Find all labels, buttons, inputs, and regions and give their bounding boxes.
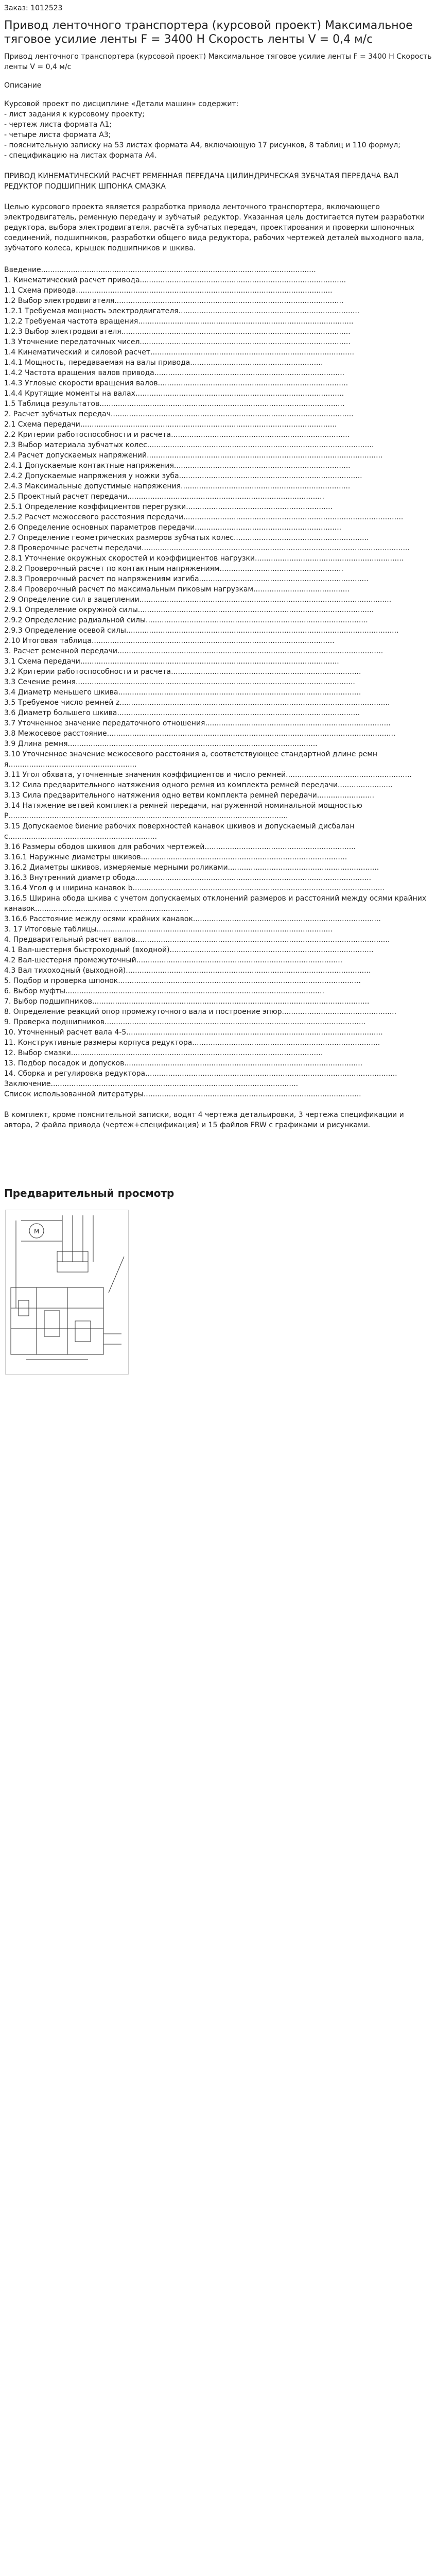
toc-entry: 2.4.2 Допускаемые напряжения у ножки зуба................................................................................ <box>4 472 362 480</box>
toc-entry: 2.4.3 Максимальные допустимые напряжения.......................................................................... <box>4 482 351 490</box>
preview-image[interactable] <box>5 1210 129 1375</box>
toc-entry: 4.2 Вал-шестерня промежуточный.......................................................................................... <box>4 956 343 964</box>
toc-entry: 8. Определение реакций опор промежуточного вала и построение эпюр.................................................. <box>4 1008 397 1016</box>
toc-entry: 2.8.2 Проверочный расчет по контактным напряжениям...................................................... <box>4 565 343 573</box>
intro-line: - пояснительную записку на 53 листах формата А4, включающую 17 рисунков, 8 таблиц и 110 формул; <box>4 141 400 149</box>
table-of-contents <box>4 265 432 1099</box>
toc-entry: 2.5 Проектный расчет передачи...................................................................................... <box>4 493 324 501</box>
toc-entry: 2.5.2 Расчет межосевого расстояния передачи................................................................................................ <box>4 513 404 521</box>
toc-entry: 1.5 Таблица результатов........................................................................................................... <box>4 400 345 408</box>
toc-entry: 2.1 Схема передачи................................................................................................................ <box>4 420 337 429</box>
toc-entry: 2.3 Выбор материала зубчатых колес................................................................................................... <box>4 441 374 449</box>
toc-entry: 4.1 Вал-шестерня быстроходный (входной)......................................................................................... <box>4 946 374 954</box>
toc-entry: 3. 17 Итоговые таблицы....................................................................................................... <box>4 925 333 934</box>
toc-entry: 14. Сборка и регулировка редуктора.............................................................................................................. <box>4 1070 397 1078</box>
toc-entry: Заключение............................................................................................................ <box>4 1080 299 1088</box>
toc-entry: 3.2 Критерии работоспособности и расчета................................................................................... <box>4 668 361 676</box>
order-number: Заказ: 1012523 <box>4 4 63 12</box>
toc-entry: 3.16 Размеры ободов шкивов для рабочих чертежей.................................................................. <box>4 843 356 851</box>
toc-entry: 1.4.1 Мощность, передаваемая на валы привода.......................................................... <box>4 359 323 367</box>
toc-entry: Список использованной литературы............................................................................................... <box>4 1090 361 1098</box>
intro-line: - спецификацию на листах формата А4. <box>4 151 157 160</box>
drive-scheme-drawing <box>6 1210 128 1374</box>
toc-entry: 1. Кинематический расчет привода.......................................................................................... <box>4 276 346 284</box>
toc-entry: 2.5.1 Определение коэффициентов перегрузки................................................................ <box>4 503 333 511</box>
toc-entry: 1.4.4 Крутящие моменты на валах........................................................................................... <box>4 389 344 398</box>
toc-entry: 4. Предварительный расчет валов............................................................................................................... <box>4 936 390 944</box>
toc-entry: 3.3 Сечение ремня.......................................................................................................................... <box>4 678 355 686</box>
intro-list <box>4 99 432 161</box>
toc-entry: 2.4.1 Допускаемые контактные напряжения............................................................................. <box>4 462 351 470</box>
toc-entry: 2.6 Определение основных параметров передачи................................................................ <box>4 523 342 532</box>
toc-entry: 3.4 Диаметр меньшего шкива.......................................................................................................... <box>4 688 361 697</box>
intro-line: - чертеж листа формата А1; <box>4 121 112 129</box>
toc-entry: 3.6 Диаметр большего шкива.......................................................................................................... <box>4 709 360 717</box>
toc-entry: 3.15 Допускаемое биение рабочих поверхностей канавок шкивов и допускаемый дисбаланс................................................................. <box>4 822 355 841</box>
toc-entry: 2.9.1 Определение окружной силы....................................................................................................... <box>4 606 374 614</box>
toc-entry: 2.9.2 Определение радиальной силы................................................................................................. <box>4 616 368 624</box>
toc-entry: 6. Выбор муфты................................................................................................................. <box>4 987 324 995</box>
toc-entry: 2.8.4 Проверочный расчет по максимальным пиковым нагрузкам.......................................... <box>4 585 350 594</box>
toc-entry: 2.8.3 Проверочный расчет по напряжениям изгиба.......................................................................... <box>4 575 369 583</box>
toc-entry: 3. Расчет ременной передачи.................................................................................................................... <box>4 647 383 655</box>
toc-entry: 11. Конструктивные размеры корпуса редуктора.................................................................................. <box>4 1039 380 1047</box>
toc-entry: 13. Подбор посадок и допусков........................................................................................................ <box>4 1059 363 1067</box>
toc-entry: 5. Подбор и проверка шпонок.......................................................................................................... <box>4 977 361 985</box>
toc-entry: 2.9.3 Определение осевой силы....................................................................................................................... <box>4 626 399 635</box>
preview-title: Предварительный просмотр <box>4 1187 175 1199</box>
toc-entry: 2.9 Определение сил в зацеплении.............................................................................................................. <box>4 596 392 604</box>
intro-line: - лист задания к курсовому проекту; <box>4 110 145 118</box>
toc-entry: 3.1 Схема передачи................................................................................................................. <box>4 657 339 666</box>
toc-entry: 3.12 Сила предварительного натяжения одного ремня из комплекта ремней передачи........................ <box>4 781 393 789</box>
goal-paragraph: Целью курсового проекта является разработка привода ленточного транспортера, включающего электродвигатель, ременную передачу и зубчатый редуктор. Указанная цель достигается путем разработки редуктора, выбора электродвигателя, расчёта зубчатых передач, проектирования и проверки шпоночных соединений, подшипников, разработки общего вида редуктора, рабочих чертежей деталей выходного вала, зубчатого колеса, крышек подшипников и шкива. <box>4 203 425 252</box>
toc-entry: 3.5 Требуемое число ремней z...................................................................................................................... <box>4 699 390 707</box>
toc-entry: 3.9 Длина ремня............................................................................................................. <box>4 740 318 748</box>
toc-entry: 3.10 Уточненное значение межосевого расстояния а, соответствующее стандартной длине ремня........................................................ <box>4 750 378 769</box>
toc-entry: 3.16.2 Диаметры шкивов, измеряемые мерными роликами.................................................................. <box>4 863 379 872</box>
closing-paragraph: В комплект, кроме пояснительной записки, водят 4 чертежа детальировки, 3 чертежа спецификации и автора, 2 файла привода (чертеж+спецификация) и 15 файлов FRW с графиками и рисунками. <box>4 1111 404 1129</box>
toc-entry: 2.10 Итоговая таблица.......................................................................................................... <box>4 637 335 645</box>
page-title: Привод ленточного транспортера (курсовой проект) Максимальное тяговое усилие ленты F = 3400 Н Скорость ленты V = 0,4 м/с <box>4 19 413 46</box>
toc-entry: 3.8 Межосевое расстояние.............................................................................................................................. <box>4 730 396 738</box>
toc-entry: 3.16.3 Внутренний диаметр обода....................................................................................................... <box>4 874 372 882</box>
toc-entry: 4.3 Вал тихоходный (выходной)........................................................................................................... <box>4 967 371 975</box>
toc-entry: 2.2 Критерии работоспособности и расчета.............................................................................. <box>4 431 350 439</box>
motor-label: М <box>34 1228 40 1235</box>
toc-entry: 3.16.6 Расстояние между осями крайних канавок.................................................................................. <box>4 915 381 923</box>
intro-line: - четыре листа формата А3; <box>4 131 111 139</box>
toc-entry: 3.14 Натяжение ветвей комплекта ремней передачи, нагруженной номинальной мощностью Р.......................................................................................................................... <box>4 802 362 820</box>
intro-line: Курсовой проект по дисциплине «Детали машин» содержит: <box>4 100 239 108</box>
toc-entry: 2.4 Расчет допускаемых напряжений....................................................................................................... <box>4 451 383 460</box>
toc-entry: 1.4.3 Угловые скорости вращения валов................................................................................... <box>4 379 348 387</box>
toc-entry: 7. Выбор подшипников......................................................................................................................... <box>4 997 370 1006</box>
toc-entry: 1.4 Кинематический и силовой расчет......................................................................................... <box>4 348 355 357</box>
toc-entry: 2.8.1 Уточнение окружных скоростей и коэффициентов нагрузки................................................................. <box>4 554 404 563</box>
toc-entry: 1.3 Уточнение передаточных чисел............................................................................................ <box>4 338 351 346</box>
toc-entry: 2.8 Проверочные расчеты передачи..................................................................................................................... <box>4 544 410 552</box>
toc-entry: 1.2 Выбор электродвигателя.................................................................................................... <box>4 297 344 305</box>
toc-entry: 2. Расчет зубчатых передач.......................................................................................................... <box>4 410 354 418</box>
toc-entry: 9. Проверка подшипников.................................................................................................................. <box>4 1018 366 1026</box>
toc-entry: 1.1 Схема привода................................................................................................................ <box>4 286 333 295</box>
description-label: Описание <box>4 81 42 90</box>
toc-entry: 1.4.2 Частота вращения валов привода................................................................................... <box>4 369 345 377</box>
toc-entry: 3.11 Угол обхвата, уточненные значения коэффициентов и число ремней....................................................... <box>4 771 412 779</box>
toc-entry: 12. Выбор смазки.............................................................................................................. <box>4 1049 323 1057</box>
toc-entry: 3.7 Уточненное значение передаточного отношения................................................................................. <box>4 719 391 727</box>
toc-entry: 2.7 Определение геометрических размеров зубчатых колес........................................................... <box>4 534 369 542</box>
toc-entry: 1.2.2 Требуемая частота вращения.............................................................................................. <box>4 317 354 326</box>
page-subtitle: Привод ленточного транспортера (курсовой проект) Максимальное тяговое усилие ленты F = 3400 Н Скорость ленты V = 0,4 м/с <box>4 53 432 71</box>
toc-entry: 3.16.5 Ширина обода шкива с учетом допускаемых отклонений размеров и расстояний между осями крайних канавок................................................................... <box>4 894 427 913</box>
keywords-heading: ПРИВОД КИНЕМАТИЧЕСКИЙ РАСЧЕТ РЕМЕННАЯ ПЕРЕДАЧА ЦИЛИНДРИЧЕСКАЯ ЗУБЧАТАЯ ПЕРЕДАЧА ВАЛ РЕДУКТОР ПОДШИПНИК ШПОНКА СМАЗКА <box>4 172 399 191</box>
toc-entry: 3.16.1 Наружные диаметры шкивов.......................................................................................... <box>4 853 347 861</box>
toc-entry: 10. Уточненный расчет вала 4-5................................................................................................................ <box>4 1028 383 1037</box>
toc-entry: 3.16.4 Угол φ и ширина канавок b.............................................................................................................. <box>4 884 385 892</box>
toc-entry: Введение........................................................................................................................ <box>4 266 316 274</box>
toc-entry: 1.2.1 Требуемая мощность электродвигателя............................................................................... <box>4 307 360 315</box>
toc-entry: 3.13 Сила предварительного натяжения одно ветви комплекта ремней передачи......................... <box>4 791 375 800</box>
toc-entry: 1.2.3 Выбор электродвигателя.................................................................................................... <box>4 328 351 336</box>
